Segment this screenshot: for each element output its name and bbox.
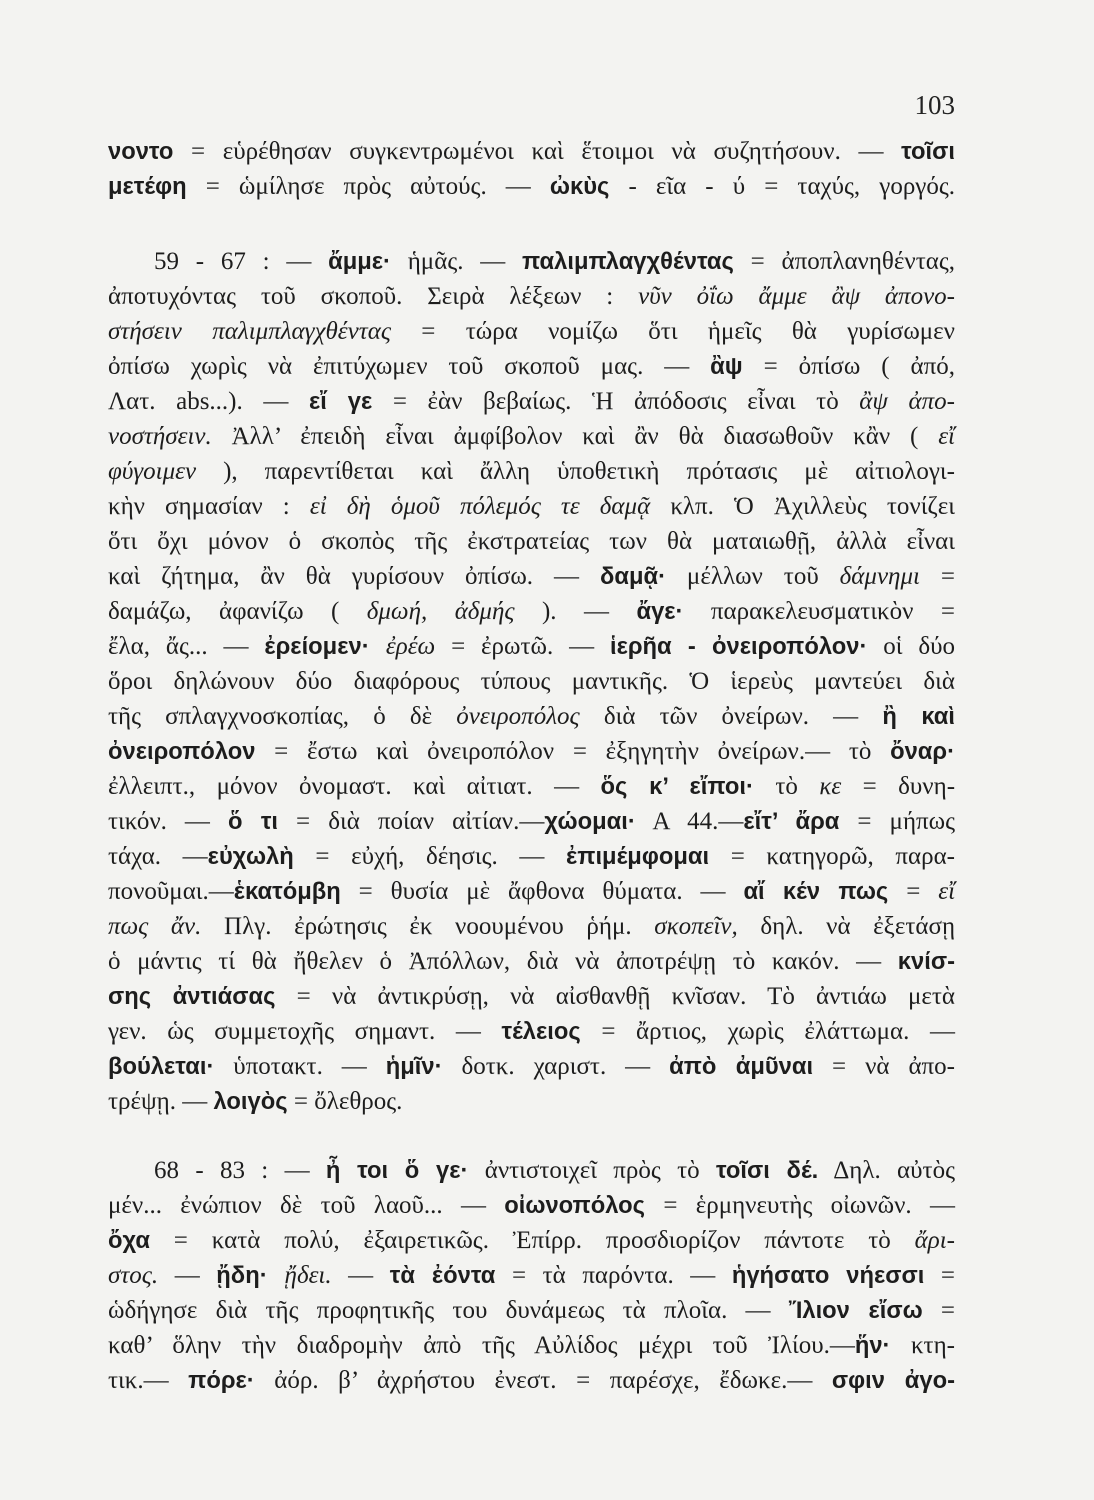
bold-lemma: τέλειος (501, 1018, 581, 1045)
bold-lemma: ἀπὸ ἀμῦναι (669, 1053, 814, 1080)
text-run: = ἀποπλανηθέντας, (733, 248, 955, 275)
text-run: 59 - 67 : — (154, 248, 329, 275)
text-run: κὴν σημασίαν : (108, 493, 310, 520)
bold-lemma: ὄναρ· (890, 738, 955, 765)
text-line (108, 349, 955, 384)
text-line (108, 664, 955, 699)
text-run: καὶ ζήτημα, ἂν θὰ γυρίσουν ὀπίσω. — (108, 563, 600, 590)
bold-lemma: ἑκατόμβη (233, 878, 341, 905)
text-run: Ἀλλ’ ἐπειδὴ εἶναι ἀμφίβολον καὶ ἂν θὰ διασωθοῦν κἂν ( (211, 423, 939, 450)
text-run: κλπ. Ὁ Ἀχιλλεὺς τονίζει (650, 493, 955, 520)
text-line (108, 594, 955, 629)
text-run: τρέψῃ. — (108, 1088, 214, 1115)
bold-lemma: μετέφη (108, 173, 187, 200)
text-run: ἐλλειπτ., μόνον ὀνομαστ. καὶ αἰτιατ. — (108, 773, 601, 800)
text-run: = ὀπίσω ( ἀπό, (742, 353, 955, 380)
text-run: = τώρα νομίζω ὅτι ἡμεῖς θὰ γυρίσωμεν (390, 318, 955, 345)
text-line (108, 1293, 955, 1328)
text-run: μέλλων τοῦ (665, 563, 840, 590)
text-line (108, 804, 955, 839)
text-run: καθ’ ὅλην τὴν διαδρομὴν ἀπὸ τῆς Αὐλίδος μέχρι τοῦ Ἰλίου.— (108, 1332, 855, 1359)
text-run: = τὰ παρόντα. — (495, 1262, 732, 1289)
bold-lemma: παλιμπλαγχθέντας (522, 248, 734, 275)
text-run: ἀντιστοιχεῖ πρὸς τὸ (468, 1157, 716, 1184)
text-line (108, 314, 955, 349)
text-line (108, 1049, 955, 1084)
text-run: = κατηγορῶ, παρα- (709, 843, 955, 870)
text-run: ὅτι ὄχι μόνον ὁ σκοπὸς τῆς ἐκστρατείας των θὰ ματαιωθῇ, ἀλλὰ εἶναι (108, 528, 955, 555)
bold-lemma: ὠκὺς (549, 173, 610, 200)
text-run: = ἔστω καὶ ὀνειροπόλον = ἐξηγητὴν ὀνείρων.— τὸ (255, 738, 891, 765)
text-run: ἡμᾶς. — (390, 248, 523, 275)
italic-quotation: δάμνημι (839, 563, 920, 590)
text-run: 68 - 83 : — (154, 1157, 326, 1184)
bold-lemma: ἡγήσατο νήεσσι (731, 1262, 925, 1289)
text-line (108, 419, 955, 454)
bold-lemma: αἴ κέν πως (743, 878, 889, 905)
text-line (108, 629, 955, 664)
page-number: 103 (914, 90, 955, 120)
text-run: = κατὰ πολύ, ἐξαιρετικῶς. Ἐπίρρ. προσδιορίζον πάντοτε τὸ (149, 1227, 915, 1254)
italic-quotation: στος. (108, 1262, 159, 1289)
text-line (108, 874, 955, 909)
bold-lemma: ὀνειροπόλον (108, 738, 256, 765)
italic-quotation: δμωή, ἀδμής (366, 598, 515, 625)
bold-lemma: ἐρείομεν· (264, 633, 386, 660)
text-run: γεν. ὡς συμμετοχῆς σημαντ. — (108, 1018, 502, 1045)
text-run: = διὰ ποίαν αἰτίαν.— (278, 808, 545, 835)
bold-lemma: εἴ γε (308, 388, 373, 415)
italic-quotation: νοστήσειν. (108, 423, 212, 450)
bold-lemma: ἐπιμέμφομαι (566, 843, 710, 870)
text-line (108, 1258, 955, 1293)
text-run: - εῖα - ύ = ταχύς, γοργός. (609, 173, 955, 200)
text-run: ὀπίσω χωρὶς νὰ ἐπιτύχωμεν τοῦ σκοποῦ μας. — (108, 353, 711, 380)
italic-quotation: σκοπεῖν, (654, 913, 738, 940)
bold-lemma: εἴτ’ ἄρα (743, 808, 840, 835)
text-line (108, 279, 955, 314)
commentary-text-block (108, 134, 955, 1398)
text-run: = μήπως (839, 808, 956, 835)
italic-quotation: στήσειν παλιμπλαγχθέντας (108, 318, 391, 345)
bold-lemma: Ἴλιον εἴσω (788, 1297, 923, 1324)
text-line (108, 1363, 955, 1398)
bold-lemma: πόρε· (188, 1367, 255, 1394)
italic-quotation: κε (819, 773, 842, 800)
text-run: κτη- (890, 1332, 955, 1359)
text-line (108, 1328, 955, 1363)
text-run: Πλγ. ἐρώτησις ἐκ νοουμένου ῥήμ. (201, 913, 655, 940)
bold-lemma: ἂψ (710, 353, 743, 380)
text-run: Λατ. abs...). — (108, 388, 309, 415)
bold-lemma: λοιγὸς (213, 1088, 288, 1115)
text-run: δαμάζω, ἀφανίζω ( (108, 598, 367, 625)
text-run: = νὰ ἀντικρύσῃ, νὰ αἰσθανθῇ κνῖσαν. Τὸ ἀντιάω μετὰ (275, 983, 956, 1010)
text-run: ὑποτακτ. — (214, 1053, 386, 1080)
text-line (108, 169, 955, 204)
text-line (108, 384, 955, 419)
text-line (108, 979, 955, 1014)
text-run: = δυνη- (841, 773, 956, 800)
italic-quotation: ἄρι- (914, 1227, 955, 1254)
text-run: = θυσία μὲ ἄφθονα θύματα. — (340, 878, 744, 905)
paragraph-verses-59-67 (108, 244, 955, 1119)
bold-lemma: ἥν· (854, 1332, 891, 1359)
italic-quotation: εἰ δὴ ὁμοῦ πόλεμός τε δαμᾷ (309, 493, 651, 520)
bold-lemma: τοῖσι δέ. (715, 1157, 819, 1184)
paragraph-continued-from-previous-page (108, 134, 955, 204)
paragraph-verses-68-83 (108, 1153, 955, 1398)
italic-quotation: φύγοιμεν (108, 458, 197, 485)
text-run: — (331, 1262, 390, 1289)
bold-lemma: ὅ τι (227, 808, 279, 835)
text-run: = εὐχή, δέησις. — (293, 843, 566, 870)
text-run: = ἐὰν βεβαίως. Ἡ ἀπόδοσις εἶναι τὸ (372, 388, 860, 415)
text-run: Δηλ. αὐτὸς (818, 1157, 955, 1184)
text-run: = ἄρτιος, χωρὶς ἐλάττωμα. — (580, 1018, 955, 1045)
text-run: δηλ. νὰ ἐξετάσῃ (737, 913, 956, 940)
bold-lemma: χώομαι· (544, 808, 636, 835)
text-run: = ὡμίλησε πρὸς αὐτούς. — (186, 173, 550, 200)
text-line (108, 524, 955, 559)
text-run: τικ.— (108, 1367, 189, 1394)
text-run: παρακελευσματικὸν = (683, 598, 956, 625)
text-run: ἀόρ. β’ ἀχρήστου ἐνεστ. = παρέσχε, ἔδωκε.— (254, 1367, 832, 1394)
text-run: διὰ τῶν ὀνείρων. — (579, 703, 883, 730)
bold-lemma: εὐχωλὴ (207, 843, 294, 870)
text-run: πονοῦμαι.— (108, 878, 234, 905)
text-run: τικόν. — (108, 808, 228, 835)
text-line (108, 944, 955, 979)
italic-quotation: ὀνειροπόλος (456, 703, 580, 730)
text-run: = (919, 563, 955, 590)
text-run: = νὰ ἀπο- (813, 1053, 955, 1080)
text-run: τῆς σπλαγχνοσκοπίας, ὁ δὲ (108, 703, 457, 730)
text-run: ἀποτυχόντας τοῦ σκοποῦ. Σειρὰ λέξεων : (108, 283, 639, 310)
bold-lemma: ἱερῆα - ὀνειροπόλον· (609, 633, 868, 660)
text-line (108, 1223, 955, 1258)
text-line (108, 489, 955, 524)
italic-quotation: εἴ (938, 423, 955, 450)
text-line (108, 734, 955, 769)
bold-lemma: βούλεται· (108, 1053, 215, 1080)
text-run: — (158, 1262, 217, 1289)
bold-lemma: δαμᾷ· (599, 563, 666, 590)
italic-quotation: ἂψ ἀπο- (859, 388, 955, 415)
italic-quotation: πως ἄν. (108, 913, 202, 940)
bold-lemma: ἢ καὶ (882, 703, 956, 730)
italic-quotation: νῦν ὀΐω ἄμμε ἂψ ἀπονο- (638, 283, 955, 310)
text-line (108, 769, 955, 804)
bold-lemma: ἄγε· (636, 598, 684, 625)
text-run: = (922, 1297, 955, 1324)
bold-lemma: ἄμμε· (328, 248, 391, 275)
text-run: οἱ δύο (867, 633, 956, 660)
bold-lemma: κνίσ- (897, 948, 955, 975)
text-run: τάχα. — (108, 843, 208, 870)
bold-lemma: ἦ τοι ὅ γε· (325, 1157, 469, 1184)
bold-lemma: τοῖσι (901, 138, 955, 165)
text-run: = ὄλεθρος. (287, 1088, 403, 1115)
italic-quotation: ᾔδει. (284, 1262, 332, 1289)
italic-quotation: εἴ (938, 878, 956, 905)
bold-lemma: ὅς κ’ εἴποι· (600, 773, 754, 800)
text-line (108, 909, 955, 944)
text-line (108, 559, 955, 594)
text-run: = (888, 878, 939, 905)
bold-lemma: οἰωνοπόλος (504, 1192, 645, 1219)
text-line (108, 1084, 955, 1119)
text-line (108, 134, 955, 169)
text-run: τὸ (753, 773, 820, 800)
text-line (108, 1014, 955, 1049)
bold-lemma: σης ἀντιάσας (108, 983, 276, 1010)
bold-lemma: σφιν ἀγο- (831, 1367, 955, 1394)
text-run: ), παρεντίθεται καὶ ἄλλη ὑποθετικὴ πρότασις μὲ αἰτιολογι- (196, 458, 955, 485)
text-run: ). — (514, 598, 637, 625)
text-run: = (924, 1262, 956, 1289)
italic-quotation: ἐρέω (385, 633, 436, 660)
bold-lemma: ἡμῖν· (385, 1053, 443, 1080)
text-run: δοτκ. χαριστ. — (442, 1053, 670, 1080)
text-line (108, 699, 955, 734)
text-line (108, 244, 955, 279)
text-line (108, 839, 955, 874)
text-run: = εὑρέθησαν συγκεντρωμένοι καὶ ἕτοιμοι νὰ συζητήσουν. — (173, 138, 902, 165)
text-run: ὁ μάντις τί θὰ ἤθελεν ὁ Ἀπόλλων, διὰ νὰ ἀποτρέψῃ τὸ κακόν. — (108, 948, 898, 975)
bold-lemma: ᾔδη· (216, 1262, 285, 1289)
text-line (108, 454, 955, 489)
text-run: ὅροι δηλώνουν δύο διαφόρους τύπους μαντικῆς. Ὁ ἱερεὺς μαντεύει διὰ (108, 668, 955, 695)
text-line (108, 1153, 955, 1188)
text-run: Α 44.— (635, 808, 744, 835)
text-run: ὡδήγησε διὰ τῆς προφητικῆς του δυνάμεως τὰ πλοῖα. — (108, 1297, 789, 1324)
text-line (108, 1188, 955, 1223)
bold-lemma: τὰ ἐόντα (389, 1262, 496, 1289)
bold-lemma: ὄχα (108, 1227, 150, 1254)
bold-lemma: νοντο (108, 138, 174, 165)
text-run: ἔλα, ἄς... — (108, 633, 265, 660)
text-run: = ἑρμηνευτὴς οἰωνῶν. — (645, 1192, 955, 1219)
text-run: μέν... ἐνώπιον δὲ τοῦ λαοῦ... — (108, 1192, 505, 1219)
text-run: = ἐρωτῶ. — (435, 633, 610, 660)
